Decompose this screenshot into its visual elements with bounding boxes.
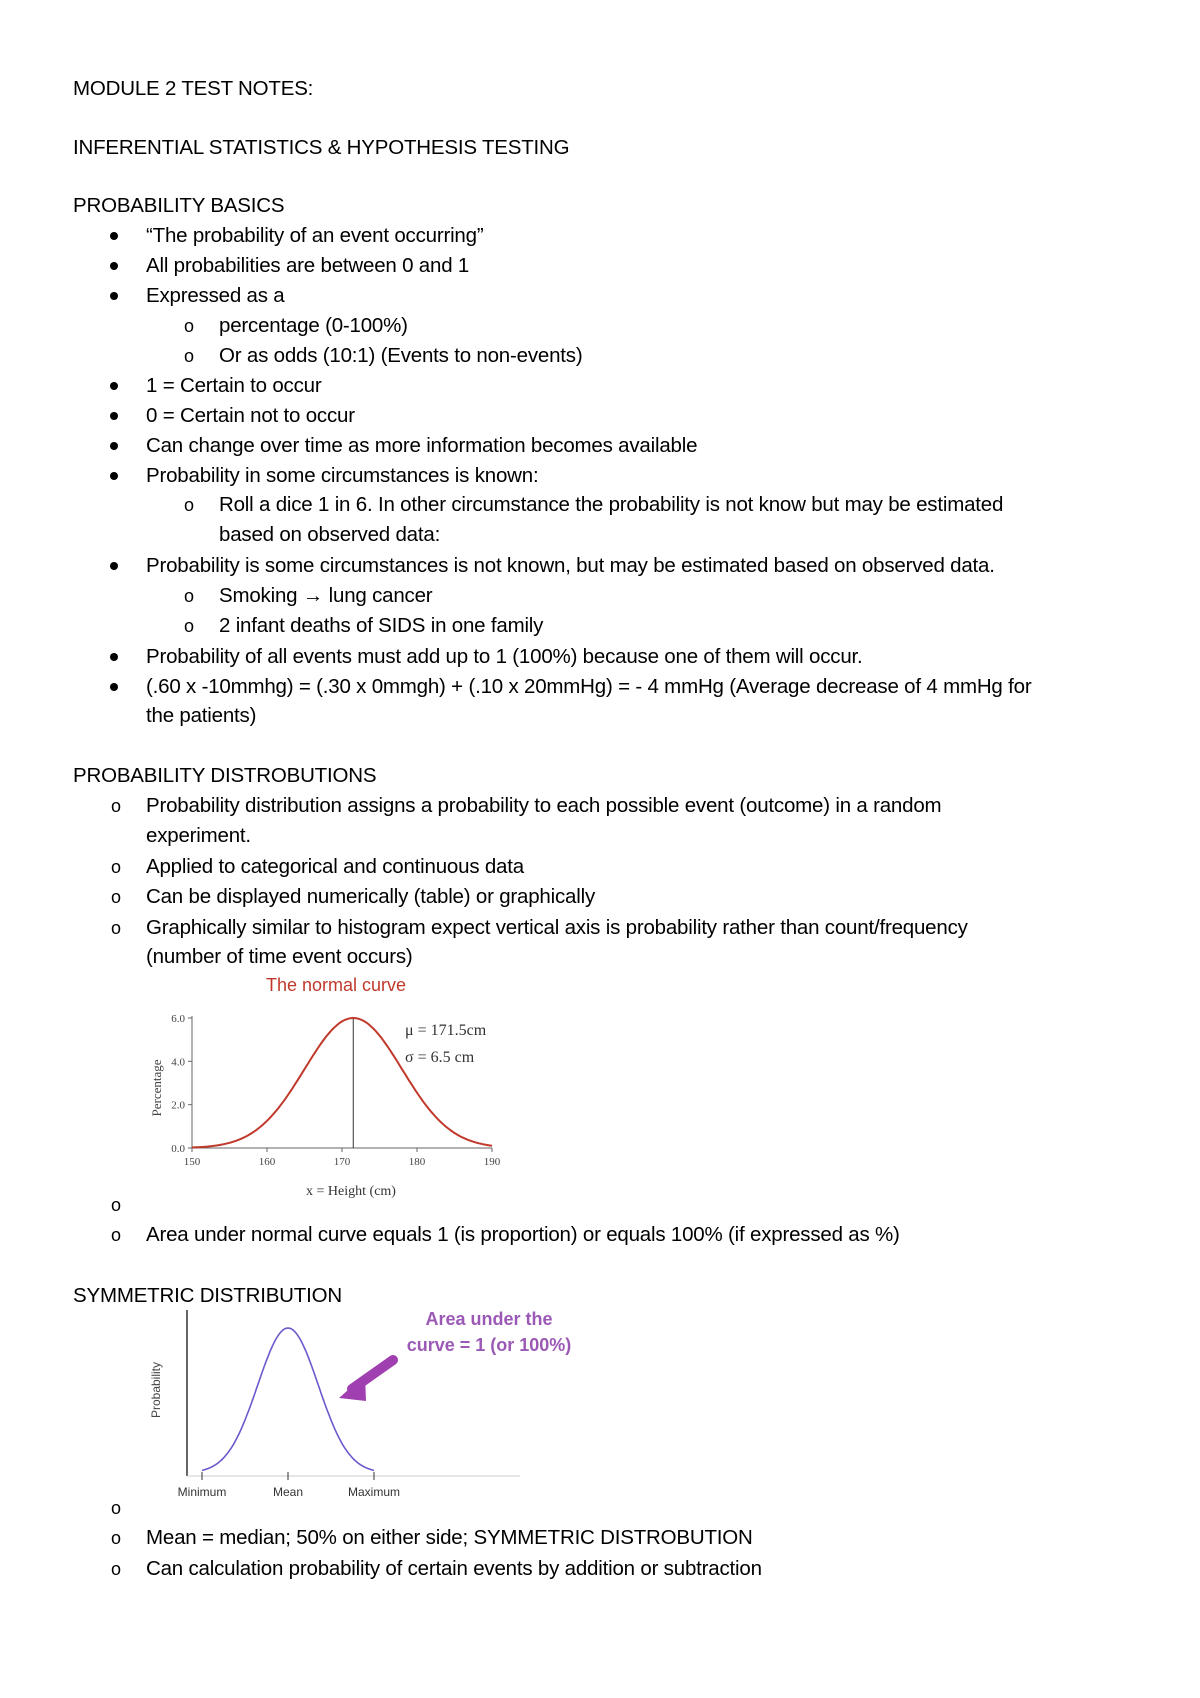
bullet-dot (110, 653, 118, 661)
bullet-dot (110, 232, 118, 240)
bullet-ring: o (111, 887, 122, 907)
list-item: 2 infant deaths of SIDS in one family (219, 614, 544, 637)
bullet-ring: o (111, 1195, 122, 1215)
list-item-continuation: experiment. (146, 824, 251, 847)
y-tick-label: 0.0 (171, 1143, 185, 1155)
bullet-dot (110, 562, 118, 570)
list-item: Probability in some circumstances is known: (146, 464, 539, 487)
y-axis-label: Percentage (149, 1059, 164, 1117)
list-item: 0 = Certain not to occur (146, 404, 355, 427)
bullet-dot (110, 442, 118, 450)
list-item: Can be displayed numerically (table) or graphically (146, 885, 595, 908)
x-ticks (184, 1148, 501, 1168)
bullet-ring: o (111, 1225, 122, 1245)
bullet-ring: o (184, 346, 195, 366)
list-item: Probability of all events must add up to 1 (100%) because one of them will occur. (146, 645, 863, 668)
list-item-continuation: based on observed data: (219, 523, 441, 546)
bullet-dot (110, 683, 118, 691)
y-ticks (171, 1013, 192, 1155)
list-item: Roll a dice 1 in 6. In other circumstance the probability is not know but may be estimated (219, 493, 1004, 516)
bullet-ring: o (184, 586, 195, 606)
annotation-mu: μ = 171.5cm (405, 1022, 487, 1039)
list-item: 1 = Certain to occur (146, 374, 322, 397)
x-tick-label: 190 (483, 1156, 501, 1168)
x-tick-label: 170 (333, 1156, 351, 1168)
section-heading-probability-distributions: PROBABILITY DISTROBUTIONS (73, 764, 377, 787)
list-item: Area under normal curve equals 1 (is proportion) or equals 100% (if expressed as %) (146, 1223, 900, 1246)
x-tick-label: 160 (258, 1156, 276, 1168)
y-tick-label: 6.0 (171, 1013, 185, 1025)
annotation-sigma: σ = 6.5 cm (405, 1049, 475, 1066)
x-tick-label: Mean (272, 1485, 304, 1499)
section-heading-probability-basics: PROBABILITY BASICS (73, 194, 285, 217)
normal-curve-chart (140, 968, 520, 1198)
list-item: Probability is some circumstances is not known, but may be estimated based on observed data. (146, 554, 995, 577)
x-tick-label: Maximum (347, 1485, 401, 1499)
bullet-dot (110, 292, 118, 300)
list-item: Expressed as a (146, 284, 285, 307)
section-heading-symmetric-distribution: SYMMETRIC DISTRIBUTION (73, 1284, 342, 1307)
x-tick-label: Minimum (177, 1485, 227, 1499)
bullet-ring: o (111, 918, 122, 938)
list-item-continuation: the patients) (146, 704, 257, 727)
bullet-ring: o (111, 796, 122, 816)
list-item: (.60 x -10mmhg) = (.30 x 0mmgh) + (.10 x 20mmHg) = - 4 mmHg (Average decrease of 4 mmHg for (146, 675, 1032, 698)
x-tick-label: 180 (408, 1156, 426, 1168)
bullet-dot (110, 472, 118, 480)
bullet-dot (110, 262, 118, 270)
list-item: Applied to categorical and continuous data (146, 855, 524, 878)
document-subtitle: INFERENTIAL STATISTICS & HYPOTHESIS TESTING (73, 136, 570, 159)
symmetric-curve-line (202, 1328, 374, 1470)
bullet-ring: o (111, 1559, 122, 1579)
bullet-dot (110, 382, 118, 390)
bullet-ring: o (184, 616, 195, 636)
y-tick-label: 4.0 (171, 1056, 185, 1069)
annotation-area-line1: Area under the (425, 1309, 553, 1329)
document-title: MODULE 2 TEST NOTES: (73, 77, 314, 100)
list-item: Or as odds (10:1) (Events to non-events) (219, 344, 583, 367)
list-item: All probabilities are between 0 and 1 (146, 254, 470, 277)
list-item: Smoking → lung cancer (219, 584, 433, 607)
bullet-ring: o (111, 1528, 122, 1548)
list-item: Can change over time as more information becomes available (146, 434, 698, 457)
list-item: Probability distribution assigns a probability to each possible event (outcome) in a random (146, 794, 942, 817)
bullet-ring: o (111, 857, 122, 877)
y-axis-label: Probability (149, 1361, 163, 1419)
annotation-area-line2: curve = 1 (or 100%) (406, 1335, 572, 1355)
list-item: “The probability of an event occurring” (146, 224, 484, 247)
list-item-continuation: (number of time event occurs) (146, 945, 413, 968)
y-tick-label: 2.0 (171, 1099, 185, 1112)
chart-title: The normal curve (265, 975, 407, 995)
symmetric-distribution-chart (140, 1306, 590, 1526)
x-tick-label: 150 (183, 1156, 201, 1168)
bullet-ring: o (184, 495, 195, 515)
list-item: Mean = median; 50% on either side; SYMMETRIC DISTROBUTION (146, 1526, 753, 1549)
arrow-icon (339, 1360, 393, 1401)
list-item: Can calculation probability of certain events by addition or subtraction (146, 1557, 762, 1580)
x-axis-label: x = Height (cm) (306, 1184, 396, 1198)
bullet-dot (110, 412, 118, 420)
list-item: percentage (0-100%) (219, 314, 408, 337)
bullet-ring: o (111, 1498, 122, 1518)
list-item: Graphically similar to histogram expect vertical axis is probability rather than count/frequency (146, 916, 968, 939)
bullet-ring: o (184, 316, 195, 336)
